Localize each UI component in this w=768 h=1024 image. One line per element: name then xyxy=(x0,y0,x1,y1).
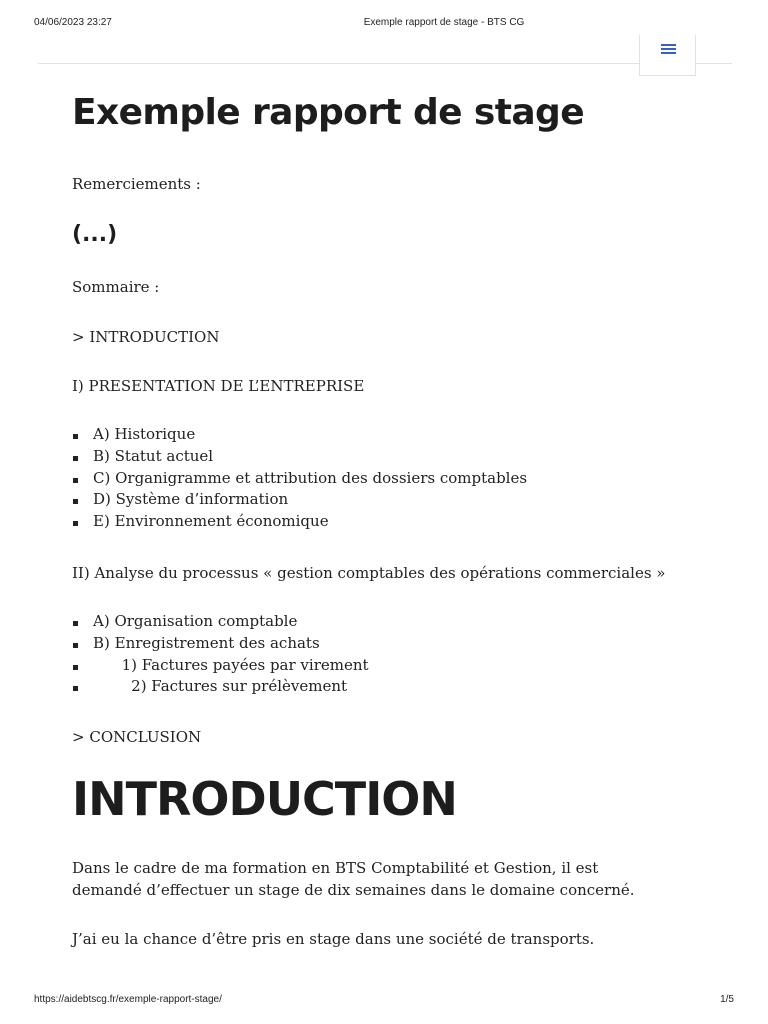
toc-section-1: I) PRESENTATION DE L’ENTREPRISE xyxy=(72,377,365,395)
header-divider xyxy=(38,63,732,64)
toc-conclusion: > CONCLUSION xyxy=(72,728,202,746)
print-page-number: 1/5 xyxy=(720,994,734,1005)
section-2-list xyxy=(72,611,369,698)
ellipsis-heading: (...) xyxy=(72,222,118,247)
menu-button[interactable] xyxy=(639,35,696,76)
introduction-paragraph-2: J’ai eu la chance d’être pris en stage dans une société de transports. xyxy=(72,930,595,948)
list-item: C) Organigramme et attribution des dossiers comptables xyxy=(72,468,527,490)
list-item: B) Statut actuel xyxy=(72,446,527,468)
list-item: B) Enregistrement des achats xyxy=(72,633,369,655)
print-url: https://aidebtscg.fr/exemple-rapport-stage/ xyxy=(34,994,222,1005)
page-title: Exemple rapport de stage xyxy=(72,92,585,133)
list-item: E) Environnement économique xyxy=(72,511,527,533)
introduction-heading: INTRODUCTION xyxy=(72,772,457,826)
print-footer xyxy=(0,994,768,1008)
list-item: A) Organisation comptable xyxy=(72,611,369,633)
print-header xyxy=(0,17,768,31)
hamburger-icon xyxy=(661,44,676,55)
list-item: D) Système d’information xyxy=(72,489,527,511)
toc-section-2: II) Analyse du processus « gestion comptables des opérations commerciales » xyxy=(72,564,666,582)
introduction-paragraph: Dans le cadre de ma formation en BTS Comptabilité et Gestion, il est demandé d’effectuer un stage de dix semaines dans le domaine concerné. xyxy=(72,859,635,899)
list-item: 2) Factures sur prélèvement xyxy=(72,676,369,698)
print-page-title: Exemple rapport de stage - BTS CG xyxy=(363,17,525,28)
list-item: 1) Factures payées par virement xyxy=(72,655,369,677)
remerciements-label: Remerciements : xyxy=(72,175,201,193)
sommaire-label: Sommaire : xyxy=(72,278,160,296)
print-datetime: 04/06/2023 23:27 xyxy=(34,17,112,28)
toc-introduction: > INTRODUCTION xyxy=(72,328,220,346)
section-1-list xyxy=(72,424,527,533)
list-item: A) Historique xyxy=(72,424,527,446)
